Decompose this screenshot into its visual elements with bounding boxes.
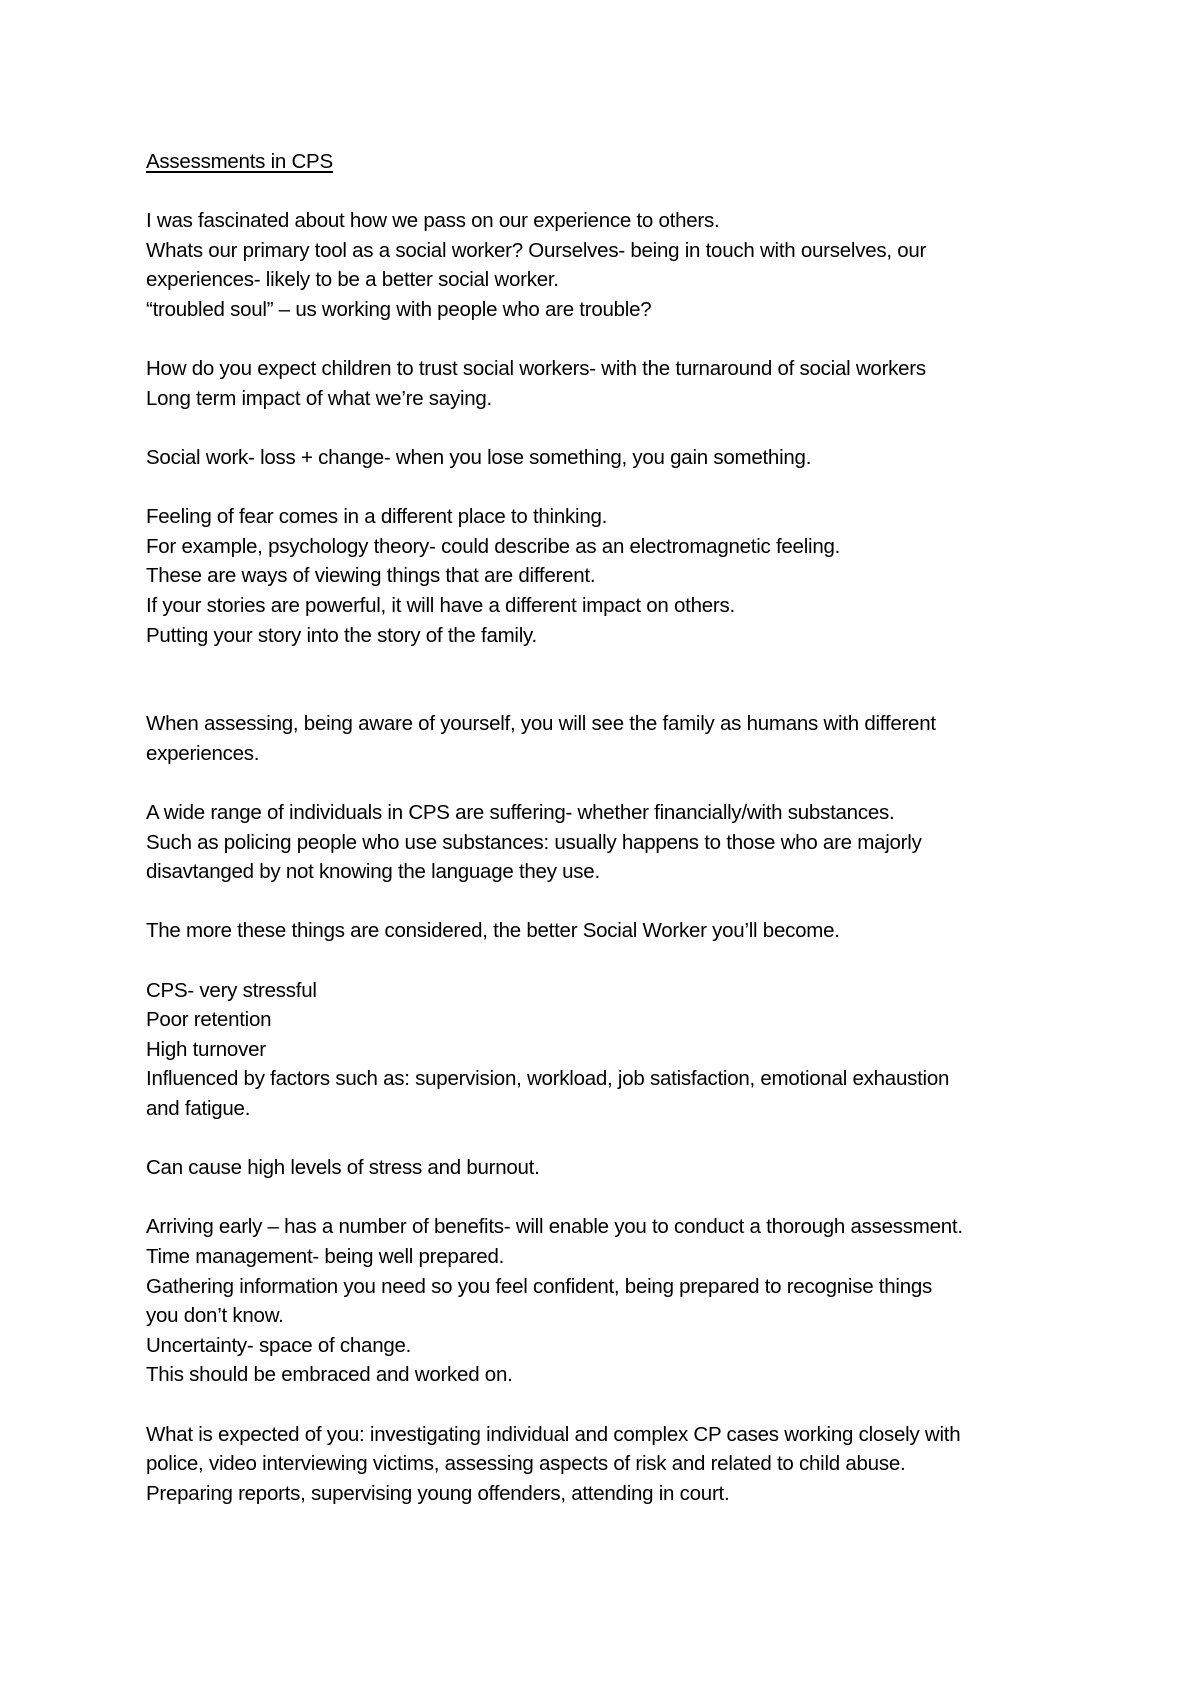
text-line: A wide range of individuals in CPS are suffering- whether financially/with substances. [146, 801, 895, 825]
text-line: If your stories are powerful, it will have a different impact on others. [146, 593, 735, 617]
document-page [146, 147, 1086, 1538]
text-line: Gathering information you need so you feel confident, being prepared to recognise things [146, 1274, 932, 1298]
paragraph [146, 502, 1086, 650]
paragraph [146, 206, 1086, 324]
document-title: Assessments in CPS [146, 150, 333, 173]
text-line: Putting your story into the story of the family. [146, 623, 537, 647]
document-body [146, 206, 1086, 1508]
text-line: Arriving early – has a number of benefits- will enable you to conduct a thorough assessment. [146, 1215, 963, 1239]
text-line: Time management- being well prepared. [146, 1244, 505, 1268]
title-block [146, 147, 1086, 177]
text-line: experiences. [146, 741, 260, 765]
text-line: How do you expect children to trust social workers- with the turnaround of social workers [146, 357, 926, 381]
text-line: “troubled soul” – us working with people who are trouble? [146, 297, 652, 321]
text-line: When assessing, being aware of yourself, you will see the family as humans with different [146, 712, 936, 736]
text-line: For example, psychology theory- could describe as an electromagnetic feeling. [146, 534, 841, 558]
text-line: Social work- loss + change- when you lose something, you gain something. [146, 445, 812, 469]
text-line: you don’t know. [146, 1304, 284, 1328]
text-line: Feeling of fear comes in a different place to thinking. [146, 505, 608, 529]
text-line: This should be embraced and worked on. [146, 1363, 513, 1387]
text-line: Poor retention [146, 1008, 272, 1032]
paragraph [146, 443, 1086, 473]
text-line: These are ways of viewing things that are different. [146, 564, 596, 588]
paragraph [146, 354, 1086, 413]
text-line: Long term impact of what we’re saying. [146, 386, 492, 410]
text-line: experiences- likely to be a better social worker. [146, 268, 559, 292]
text-line: and fatigue. [146, 1097, 251, 1120]
text-line: Can cause high levels of stress and burnout. [146, 1156, 540, 1180]
paragraph [146, 1212, 1086, 1390]
paragraph [146, 1420, 1086, 1509]
text-line: Such as policing people who use substances: usually happens to those who are majorly [146, 830, 922, 854]
text-line: High turnover [146, 1037, 266, 1061]
paragraph [146, 976, 1086, 1124]
text-line: disavtanged by not knowing the language they use. [146, 860, 600, 884]
paragraph [146, 798, 1086, 887]
text-line: Whats our primary tool as a social worker? Ourselves- being in touch with ourselves, our [146, 238, 927, 262]
paragraph [146, 709, 1086, 768]
text-line: CPS- very stressful [146, 978, 317, 1002]
text-line: The more these things are considered, the better Social Worker you’ll become. [146, 919, 840, 943]
text-line: Uncertainty- space of change. [146, 1333, 412, 1357]
text-line: police, video interviewing victims, assessing aspects of risk and related to child abuse. [146, 1452, 906, 1476]
paragraph [146, 1153, 1086, 1183]
text-line: Influenced by factors such as: supervision, workload, job satisfaction, emotional exhaustion [146, 1067, 950, 1091]
text-line: I was fascinated about how we pass on our experience to others. [146, 209, 720, 233]
paragraph [146, 916, 1086, 946]
text-line: What is expected of you: investigating individual and complex CP cases working closely with [146, 1422, 961, 1446]
text-line: Preparing reports, supervising young offenders, attending in court. [146, 1481, 730, 1505]
